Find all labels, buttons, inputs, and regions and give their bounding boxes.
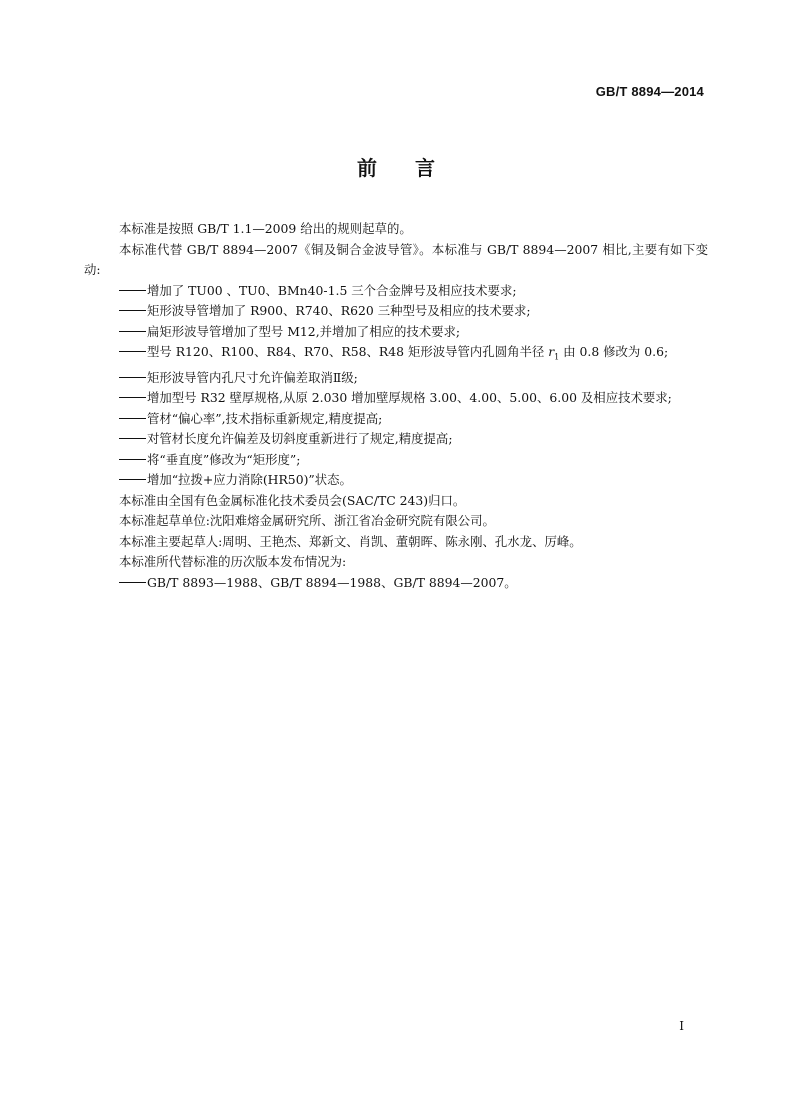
change-item: 扁矩形波导管增加了型号 M12,并增加了相应的技术要求; (84, 322, 708, 343)
title-char-1: 前 (357, 156, 377, 180)
paragraph-drafting-units: 本标准起草单位:沈阳难熔金属研究所、浙江省冶金研究院有限公司。 (119, 513, 495, 529)
paragraph-drafters: 本标准主要起草人:周明、王艳杰、郑新文、肖凯、董朝晖、陈永刚、孔水龙、厉峰。 (119, 533, 582, 549)
change-item: 矩形波导管内孔尺寸允许偏差取消Ⅱ级; (84, 368, 708, 389)
change-item-radius: 型号 R120、R100、R84、R70、R58、R48 矩形波导管内孔圆角半径 $r_1$ 由 0.8 修改为 0.6; (84, 342, 708, 368)
change-item: 增加“拉拨+应力消除(HR50)”状态。 (84, 470, 708, 491)
change-item: 增加了 TU00 、TU0、BMn40-1.5 三个合金牌号及相应技术要求; (84, 281, 708, 302)
title-char-2: 言 (415, 156, 435, 180)
foreword-body (84, 219, 708, 593)
page-title (0, 152, 792, 181)
change-item: 将“垂直度”修改为“矩形度”; (84, 450, 708, 471)
page-number: I (679, 1019, 684, 1033)
paragraph-replacement: 本标准代替 GB/T 8894—2007《铜及铜合金波导管》。本标准与 GB/T 8894—2007 相比,主要有如下变动: (84, 241, 708, 277)
paragraph-history-intro: 本标准所代替标准的历次版本发布情况为: (119, 554, 347, 570)
change-item: 增加型号 R32 壁厚规格,从原 2.030 增加壁厚规格 3.00、4.00、5.00、6.00 及相应技术要求; (84, 388, 708, 409)
change-item: 管材“偏心率”,技术指标重新规定,精度提高; (84, 409, 708, 430)
change-item: 对管材长度允许偏差及切斜度重新进行了规定,精度提高; (84, 429, 708, 450)
standard-code: GB/T 8894—2014 (595, 84, 704, 99)
history-item: GB/T 8893—1988、GB/T 8894—1988、GB/T 8894—2007。 (84, 573, 708, 594)
change-item: 矩形波导管增加了 R900、R740、R620 三种型号及相应的技术要求; (84, 301, 708, 322)
paragraph-drafting-rules: 本标准是按照 GB/T 1.1—2009 给出的规则起草的。 (119, 221, 412, 236)
paragraph-committee: 本标准由全国有色金属标准化技术委员会(SAC/TC 243)归口。 (119, 492, 466, 508)
